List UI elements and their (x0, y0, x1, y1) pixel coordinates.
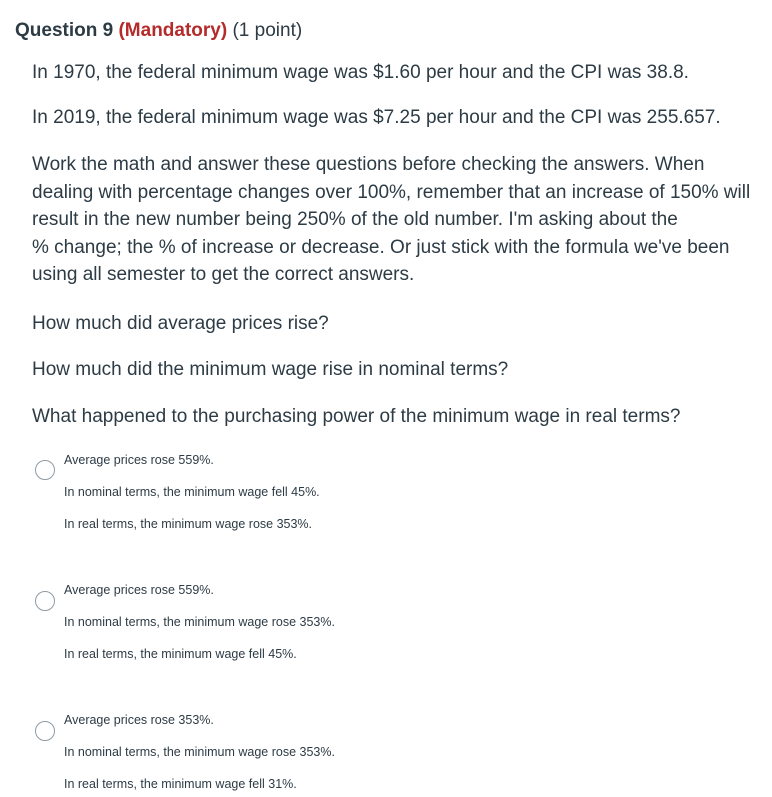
instructions-line: result in the new number being 250% of the old number. I'm asking about the (32, 209, 678, 230)
option-line: In real terms, the minimum wage fell 45%. (64, 647, 297, 661)
instructions-line: dealing with percentage changes over 100%, remember that an increase of 150% will (32, 181, 751, 203)
option-line: Average prices rose 559%. (64, 453, 214, 467)
instructions-line: % change; the % of increase or decrease. Or just stick with the formula we've been (32, 236, 730, 258)
question-title: Question 9 (15, 20, 114, 41)
instructions-line: Work the math and answer these questions before checking the answers. When (32, 154, 705, 175)
sub-question-prices: How much did average prices rise? (32, 313, 329, 334)
question-points: (1 point) (232, 20, 303, 41)
option-line: In nominal terms, the minimum wage fell 45%. (64, 485, 320, 499)
option-line: Average prices rose 559%. (64, 583, 214, 597)
sub-question-nominal: How much did the minimum wage rise in nominal terms? (32, 359, 509, 380)
option-line: In nominal terms, the minimum wage rose 353%. (64, 615, 335, 629)
stem-instructions (32, 151, 767, 289)
instructions-line: using all semester to get the correct answers. (32, 264, 415, 285)
mandatory-label: (Mandatory) (118, 20, 228, 41)
sub-question-real: What happened to the purchasing power of the minimum wage in real terms? (32, 406, 681, 427)
option-line: In nominal terms, the minimum wage rose 353%. (64, 745, 335, 759)
option-line: In real terms, the minimum wage fell 31%. (64, 777, 297, 791)
stem-1970-data: In 1970, the federal minimum wage was $1.60 per hour and the CPI was 38.8. (32, 62, 689, 83)
radio-button[interactable] (35, 460, 55, 480)
radio-button[interactable] (35, 721, 55, 741)
question-header (15, 19, 302, 43)
stem-2019-data: In 2019, the federal minimum wage was $7.25 per hour and the CPI was 255.657. (32, 107, 721, 128)
radio-button[interactable] (35, 591, 55, 611)
option-line: In real terms, the minimum wage rose 353%. (64, 517, 313, 531)
option-line: Average prices rose 353%. (64, 713, 214, 727)
